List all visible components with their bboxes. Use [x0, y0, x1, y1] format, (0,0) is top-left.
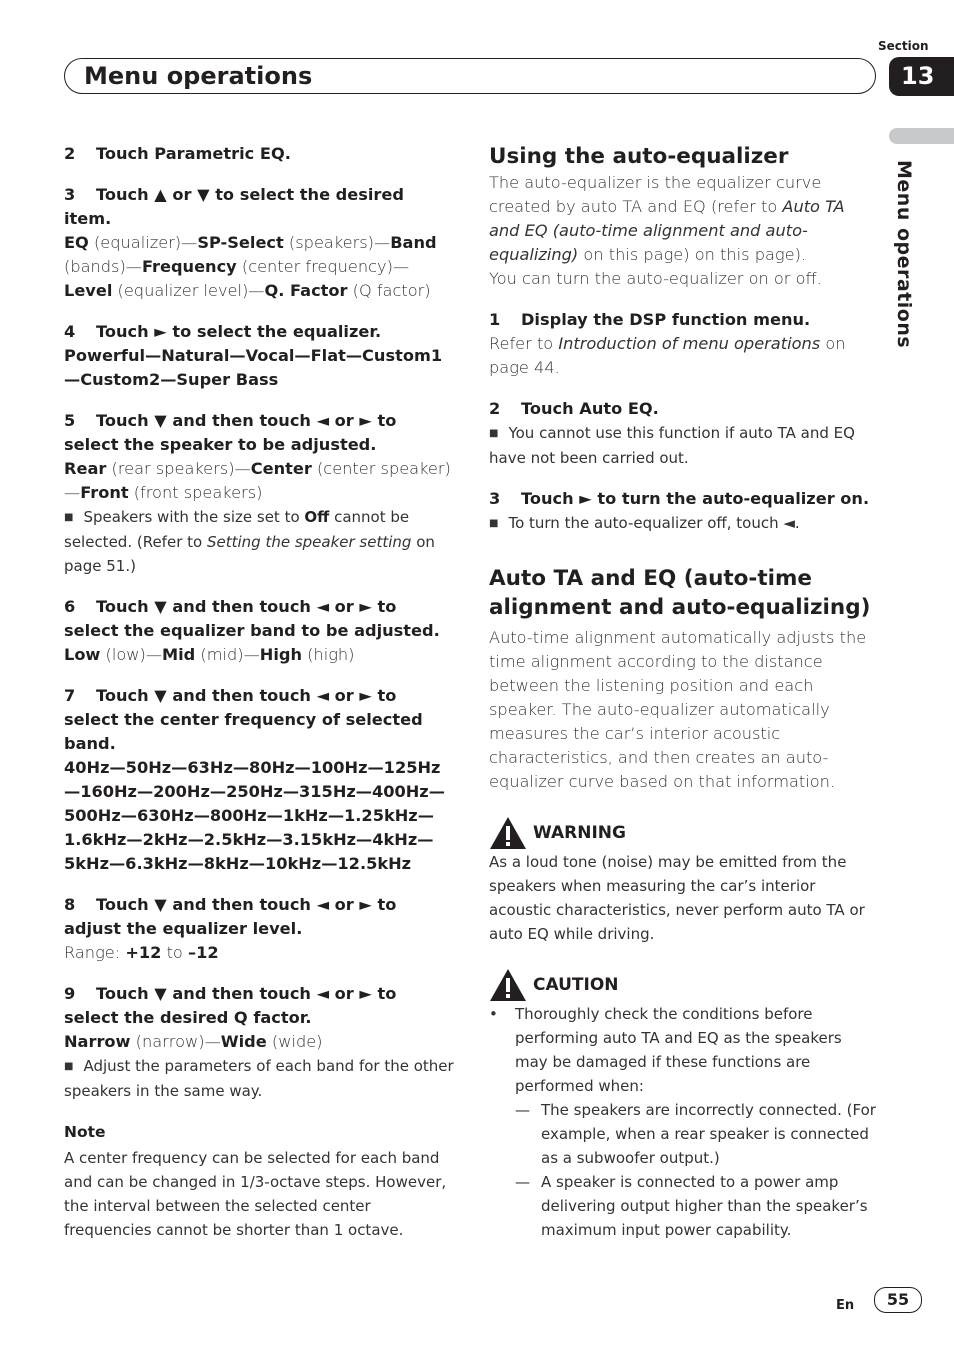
- step-9-options: Narrow (narrow)—Wide (wide): [64, 1032, 323, 1051]
- page-number: 55: [874, 1287, 922, 1313]
- step-5-options: Rear (rear speakers)—Center (center speaker)—Front (front speakers): [64, 459, 451, 502]
- step-6-options: Low (low)—Mid (mid)—High (high): [64, 645, 355, 664]
- step-9-heading: 9 Touch ▼ and then touch ◄ or ► to select the desired Q factor.: [64, 984, 397, 1027]
- step-7-frequencies: 40Hz—50Hz—63Hz—80Hz—100Hz—125Hz—160Hz—200Hz—250Hz—315Hz—400Hz—500Hz—630Hz—800Hz—1kHz—1.25kHz—1.6kHz—2kHz—2.5kHz—3.15kHz—4kHz—5kHz—6.3kHz—8kHz—10kHz—12.5kHz: [64, 758, 445, 873]
- auto-eq-intro: The auto-equalizer is the equalizer curve created by auto TA and EQ (refer to Auto TA and EQ (auto-time alignment and auto-equalizing) on this page) on this page).: [489, 173, 845, 264]
- step-4-heading: 4 Touch ► to select the equalizer.: [64, 322, 382, 341]
- r-step-2-bullet: ■ You cannot use this function if auto TA and EQ have not been carried out.: [489, 424, 855, 467]
- auto-ta-heading: Auto TA and EQ (auto-time alignment and auto-equalizing): [489, 566, 871, 620]
- auto-eq-intro-2: You can turn the auto-equalizer on or off.: [489, 269, 822, 288]
- r-step-2-heading: 2 Touch Auto EQ.: [489, 399, 659, 418]
- auto-eq-heading: Using the auto-equalizer: [489, 144, 789, 169]
- step-8-heading: 8 Touch ▼ and then touch ◄ or ► to adjust the equalizer level.: [64, 895, 397, 938]
- r-step-1-body: Refer to Introduction of menu operations on page 44.: [489, 334, 846, 377]
- language-label: En: [836, 1298, 855, 1313]
- left-column: [64, 142, 454, 1242]
- caution-item: • Thoroughly check the conditions before performing auto TA and EQ as the speakers may be damaged if these functions are performed when:: [489, 1005, 842, 1095]
- warning-heading: WARNING: [489, 816, 879, 850]
- section-number-tab: 13: [889, 57, 954, 96]
- caution-heading: CAUTION: [489, 968, 879, 1002]
- step-5-bullet: ■ Speakers with the size set to Off cannot be selected. (Refer to Setting the speaker setting on page 51.): [64, 508, 435, 575]
- note-title: Note: [64, 1123, 106, 1141]
- step-9-bullet: ■ Adjust the parameters of each band for the other speakers in the same way.: [64, 1057, 454, 1100]
- step-6-heading: 6 Touch ▼ and then touch ◄ or ► to select the equalizer band to be adjusted.: [64, 597, 440, 640]
- caution-subitem-2: — A speaker is connected to a power amp delivering output higher than the speaker’s maximum input power capability.: [515, 1173, 868, 1239]
- step-7-heading: 7 Touch ▼ and then touch ◄ or ► to select the center frequency of selected band.: [64, 686, 423, 753]
- side-tab-label: Menu operations: [893, 160, 915, 349]
- warning-body: As a loud tone (noise) may be emitted from the speakers when measuring the car’s interior acoustic characteristics, never perform auto TA or auto EQ while driving.: [489, 853, 865, 943]
- section-label: Section: [878, 39, 929, 53]
- right-column: [489, 142, 879, 1242]
- caution-subitem-1: — The speakers are incorrectly connected. (For example, when a rear speaker is connected as a subwoofer output.): [515, 1101, 876, 1167]
- step-8-range: Range: +12 to –12: [64, 943, 219, 962]
- step-3-heading: 3 Touch ▲ or ▼ to select the desired item.: [64, 185, 404, 228]
- r-step-3-heading: 3 Touch ► to turn the auto-equalizer on.: [489, 489, 870, 508]
- step-2-heading: 2 Touch Parametric EQ.: [64, 144, 291, 163]
- side-tab-bar: [889, 128, 954, 144]
- r-step-3-bullet: ■ To turn the auto-equalizer off, touch ◄.: [489, 514, 800, 532]
- r-step-1-heading: 1 Display the DSP function menu.: [489, 310, 811, 329]
- note-text: A center frequency can be selected for each band and can be changed in 1/3-octave steps. However, the interval between the selected center frequencies cannot be shorter than 1 octave.: [64, 1149, 447, 1239]
- warning-icon: [489, 816, 527, 850]
- auto-ta-body: Auto-time alignment automatically adjusts the time alignment according to the distance between the listening position and each speaker. The auto-equalizer automatically measures the car’s interior acoustic characteristics, and then creates an auto-equalizer curve based on that information.: [489, 628, 867, 791]
- step-4-options: Powerful—Natural—Vocal—Flat—Custom1—Custom2—Super Bass: [64, 346, 443, 389]
- step-3-options: EQ (equalizer)—SP-Select (speakers)—Band (bands)—Frequency (center frequency)—Level (equalizer level)—Q. Factor (Q factor): [64, 233, 437, 300]
- page-title: Menu operations: [84, 62, 313, 90]
- step-5-heading: 5 Touch ▼ and then touch ◄ or ► to select the speaker to be adjusted.: [64, 411, 397, 454]
- caution-icon: [489, 968, 527, 1002]
